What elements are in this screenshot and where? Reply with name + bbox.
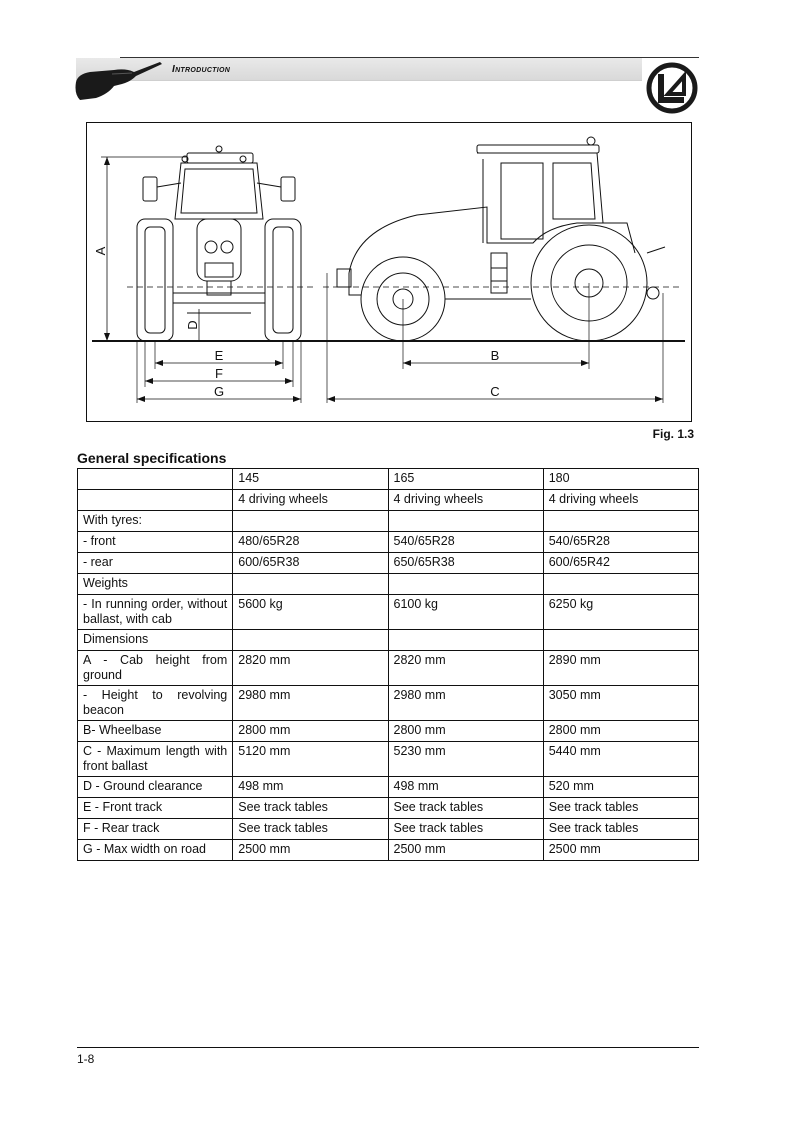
table-row: [78, 532, 699, 553]
brand-logo-icon: [646, 62, 698, 114]
value-cell: 2820 mm: [388, 651, 543, 686]
row-label-cell: - front: [78, 532, 233, 553]
table-row: [78, 553, 699, 574]
value-cell: 2980 mm: [388, 686, 543, 721]
value-cell: [388, 511, 543, 532]
value-cell: 4 driving wheels: [543, 490, 698, 511]
value-cell: 2980 mm: [233, 686, 388, 721]
value-cell: 498 mm: [388, 777, 543, 798]
value-cell: [233, 511, 388, 532]
table-header-row: [78, 469, 699, 490]
value-cell: See track tables: [388, 819, 543, 840]
value-cell: [543, 511, 698, 532]
tractor-side-view: [337, 137, 665, 341]
value-cell: 2500 mm: [388, 840, 543, 861]
table-header-cell: 165: [388, 469, 543, 490]
dim-label-g: G: [213, 384, 225, 399]
row-label-cell: C - Maximum length with front ballast: [78, 742, 233, 777]
row-label-cell: Dimensions: [78, 630, 233, 651]
table-row: [78, 651, 699, 686]
table-row: [78, 742, 699, 777]
dim-label-b: B: [490, 348, 500, 363]
table-header-cell: 145: [233, 469, 388, 490]
row-label-cell: [78, 490, 233, 511]
page-number: 1-8: [77, 1052, 95, 1066]
value-cell: 600/65R38: [233, 553, 388, 574]
value-cell: [543, 630, 698, 651]
table-row: [78, 840, 699, 861]
table-row: [78, 595, 699, 630]
value-cell: See track tables: [233, 819, 388, 840]
value-cell: [233, 574, 388, 595]
value-cell: 520 mm: [543, 777, 698, 798]
value-cell: 2500 mm: [233, 840, 388, 861]
dim-label-a: A: [93, 246, 108, 256]
table-row: [78, 798, 699, 819]
value-cell: 2800 mm: [388, 721, 543, 742]
row-label-cell: E - Front track: [78, 798, 233, 819]
table-row: [78, 511, 699, 532]
value-cell: 5230 mm: [388, 742, 543, 777]
value-cell: [388, 574, 543, 595]
value-cell: 2500 mm: [543, 840, 698, 861]
row-label-cell: A - Cab height from ground: [78, 651, 233, 686]
table-row: [78, 490, 699, 511]
value-cell: 5120 mm: [233, 742, 388, 777]
value-cell: See track tables: [543, 819, 698, 840]
value-cell: See track tables: [543, 798, 698, 819]
specifications-table: [77, 468, 699, 861]
value-cell: 2800 mm: [233, 721, 388, 742]
tractor-front-view: [137, 146, 301, 341]
table-header-cell: 180: [543, 469, 698, 490]
table-row: [78, 574, 699, 595]
value-cell: 5600 kg: [233, 595, 388, 630]
table-header-cell: [78, 469, 233, 490]
value-cell: See track tables: [233, 798, 388, 819]
row-label-cell: B- Wheelbase: [78, 721, 233, 742]
table-title: General specifications: [77, 450, 227, 466]
table-row: [78, 630, 699, 651]
value-cell: 2800 mm: [543, 721, 698, 742]
row-label-cell: With tyres:: [78, 511, 233, 532]
value-cell: 6250 kg: [543, 595, 698, 630]
table-row: [78, 721, 699, 742]
value-cell: 3050 mm: [543, 686, 698, 721]
dim-label-f: F: [215, 366, 223, 381]
table-row: [78, 819, 699, 840]
table-row: [78, 686, 699, 721]
tractor-drawing: [87, 123, 691, 421]
row-label-cell: D - Ground clearance: [78, 777, 233, 798]
value-cell: 6100 kg: [388, 595, 543, 630]
dim-label-c: C: [490, 384, 500, 399]
section-title: Introduction: [172, 64, 231, 75]
tractor-dimensions-figure: [86, 122, 692, 422]
header-rule: [120, 57, 699, 58]
value-cell: 600/65R42: [543, 553, 698, 574]
dim-label-e: E: [214, 348, 224, 363]
row-label-cell: - rear: [78, 553, 233, 574]
row-label-cell: F - Rear track: [78, 819, 233, 840]
value-cell: 4 driving wheels: [233, 490, 388, 511]
value-cell: [388, 630, 543, 651]
value-cell: [543, 574, 698, 595]
row-label-cell: - In running order, without ballast, with cab: [78, 595, 233, 630]
row-label-cell: G - Max width on road: [78, 840, 233, 861]
pointing-hand-icon: [74, 60, 164, 106]
value-cell: 5440 mm: [543, 742, 698, 777]
footer-rule: [77, 1047, 699, 1048]
table-row: [78, 777, 699, 798]
value-cell: 540/65R28: [388, 532, 543, 553]
value-cell: 498 mm: [233, 777, 388, 798]
dim-label-d: D: [185, 320, 200, 330]
row-label-cell: Weights: [78, 574, 233, 595]
value-cell: 2890 mm: [543, 651, 698, 686]
value-cell: 480/65R28: [233, 532, 388, 553]
row-label-cell: - Height to revolving beacon: [78, 686, 233, 721]
value-cell: 540/65R28: [543, 532, 698, 553]
value-cell: [233, 630, 388, 651]
figure-caption: Fig. 1.3: [652, 427, 694, 441]
value-cell: See track tables: [388, 798, 543, 819]
value-cell: 650/65R38: [388, 553, 543, 574]
value-cell: 4 driving wheels: [388, 490, 543, 511]
value-cell: 2820 mm: [233, 651, 388, 686]
